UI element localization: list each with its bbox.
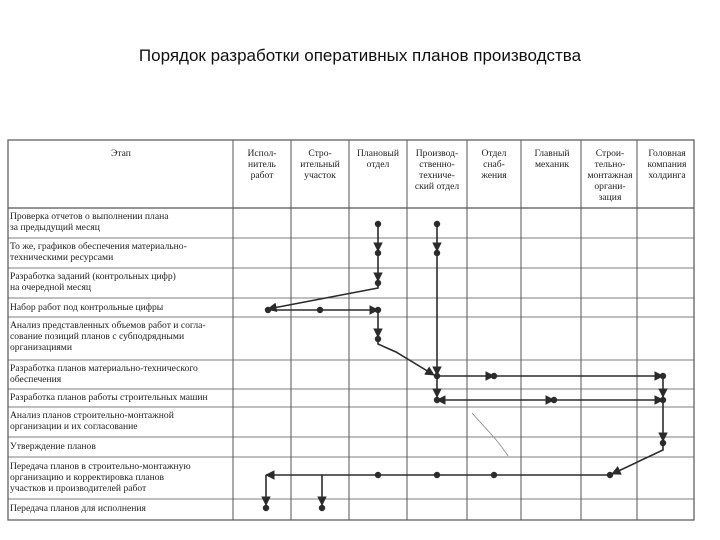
flow-node xyxy=(263,505,269,511)
flow-arrow xyxy=(268,284,378,309)
flow-node xyxy=(491,373,497,379)
stage-label-7: Разработка планов работы строительных машин xyxy=(10,392,208,403)
flow-node xyxy=(375,472,381,478)
flow-node xyxy=(607,472,613,478)
flow-node xyxy=(491,472,497,478)
slide-title: Порядок разработки оперативных планов производства xyxy=(138,46,582,65)
flow-lines xyxy=(266,224,663,505)
flow-node xyxy=(434,221,440,227)
column-header-construction-org: Строи- тельно- монтажная органи- зация xyxy=(587,148,633,203)
column-header-executor: Испол- нитель работ xyxy=(247,148,277,181)
flow-node xyxy=(317,307,323,313)
stage-label-8: Анализ планов строительно-монтажной организации и их согласование xyxy=(10,410,174,432)
flow-node xyxy=(375,280,381,286)
scan-artifact xyxy=(472,413,508,456)
column-header-construction-site: Стро- ительный участок xyxy=(300,148,340,181)
flow-node xyxy=(265,307,271,313)
column-header-holding-company: Головная компания холдинга xyxy=(647,148,687,181)
flow-node xyxy=(660,373,666,379)
stage-label-2: То же, графиков обеспечения материально- техническими ресурсами xyxy=(10,241,187,263)
column-header-production-tech-dept: Производ- ственно- техниче- ский отдел xyxy=(414,148,460,192)
column-header-planning-dept: Плановый отдел xyxy=(356,148,399,170)
table-border xyxy=(8,140,694,520)
stage-label-10: Передача планов в строительно-монтажную организацию и корректировка планов участков и производителей работ xyxy=(10,461,191,494)
stage-label-5: Анализ представленных объемов работ и согла- сование позиций планов с субподрядными организациями xyxy=(10,320,206,353)
stage-label-9: Утверждение планов xyxy=(10,441,96,452)
flow-node xyxy=(660,397,666,403)
column-header-supply-dept: Отдел снаб- жения xyxy=(481,148,507,181)
flow-node xyxy=(375,307,381,313)
flow-node xyxy=(660,440,666,446)
flow-node xyxy=(375,250,381,256)
flow-node xyxy=(551,397,557,403)
stage-label-6: Разработка планов материально-технического обеспечения xyxy=(10,363,198,385)
flow-node xyxy=(319,505,325,511)
flow-node xyxy=(434,397,440,403)
flow-arrow xyxy=(378,340,434,375)
stage-label-4: Набор работ под контрольные цифры xyxy=(10,302,164,313)
stage-column-header: Этап xyxy=(111,148,131,159)
flow-node xyxy=(375,221,381,227)
stage-label-3: Разработка заданий (контрольных цифр) на очередной месяц xyxy=(10,271,176,293)
stage-label-11: Передача планов для исполнения xyxy=(10,503,146,514)
table-grid xyxy=(8,140,694,520)
flow-nodes xyxy=(263,221,666,511)
flow-node xyxy=(375,336,381,342)
column-header-chief-mechanic: Главный механик xyxy=(534,148,570,170)
flow-node xyxy=(434,472,440,478)
flow-node xyxy=(434,250,440,256)
flow-node xyxy=(434,373,440,379)
stage-label-1: Проверка отчетов о выполнении плана за предыдущий месяц xyxy=(10,211,169,233)
